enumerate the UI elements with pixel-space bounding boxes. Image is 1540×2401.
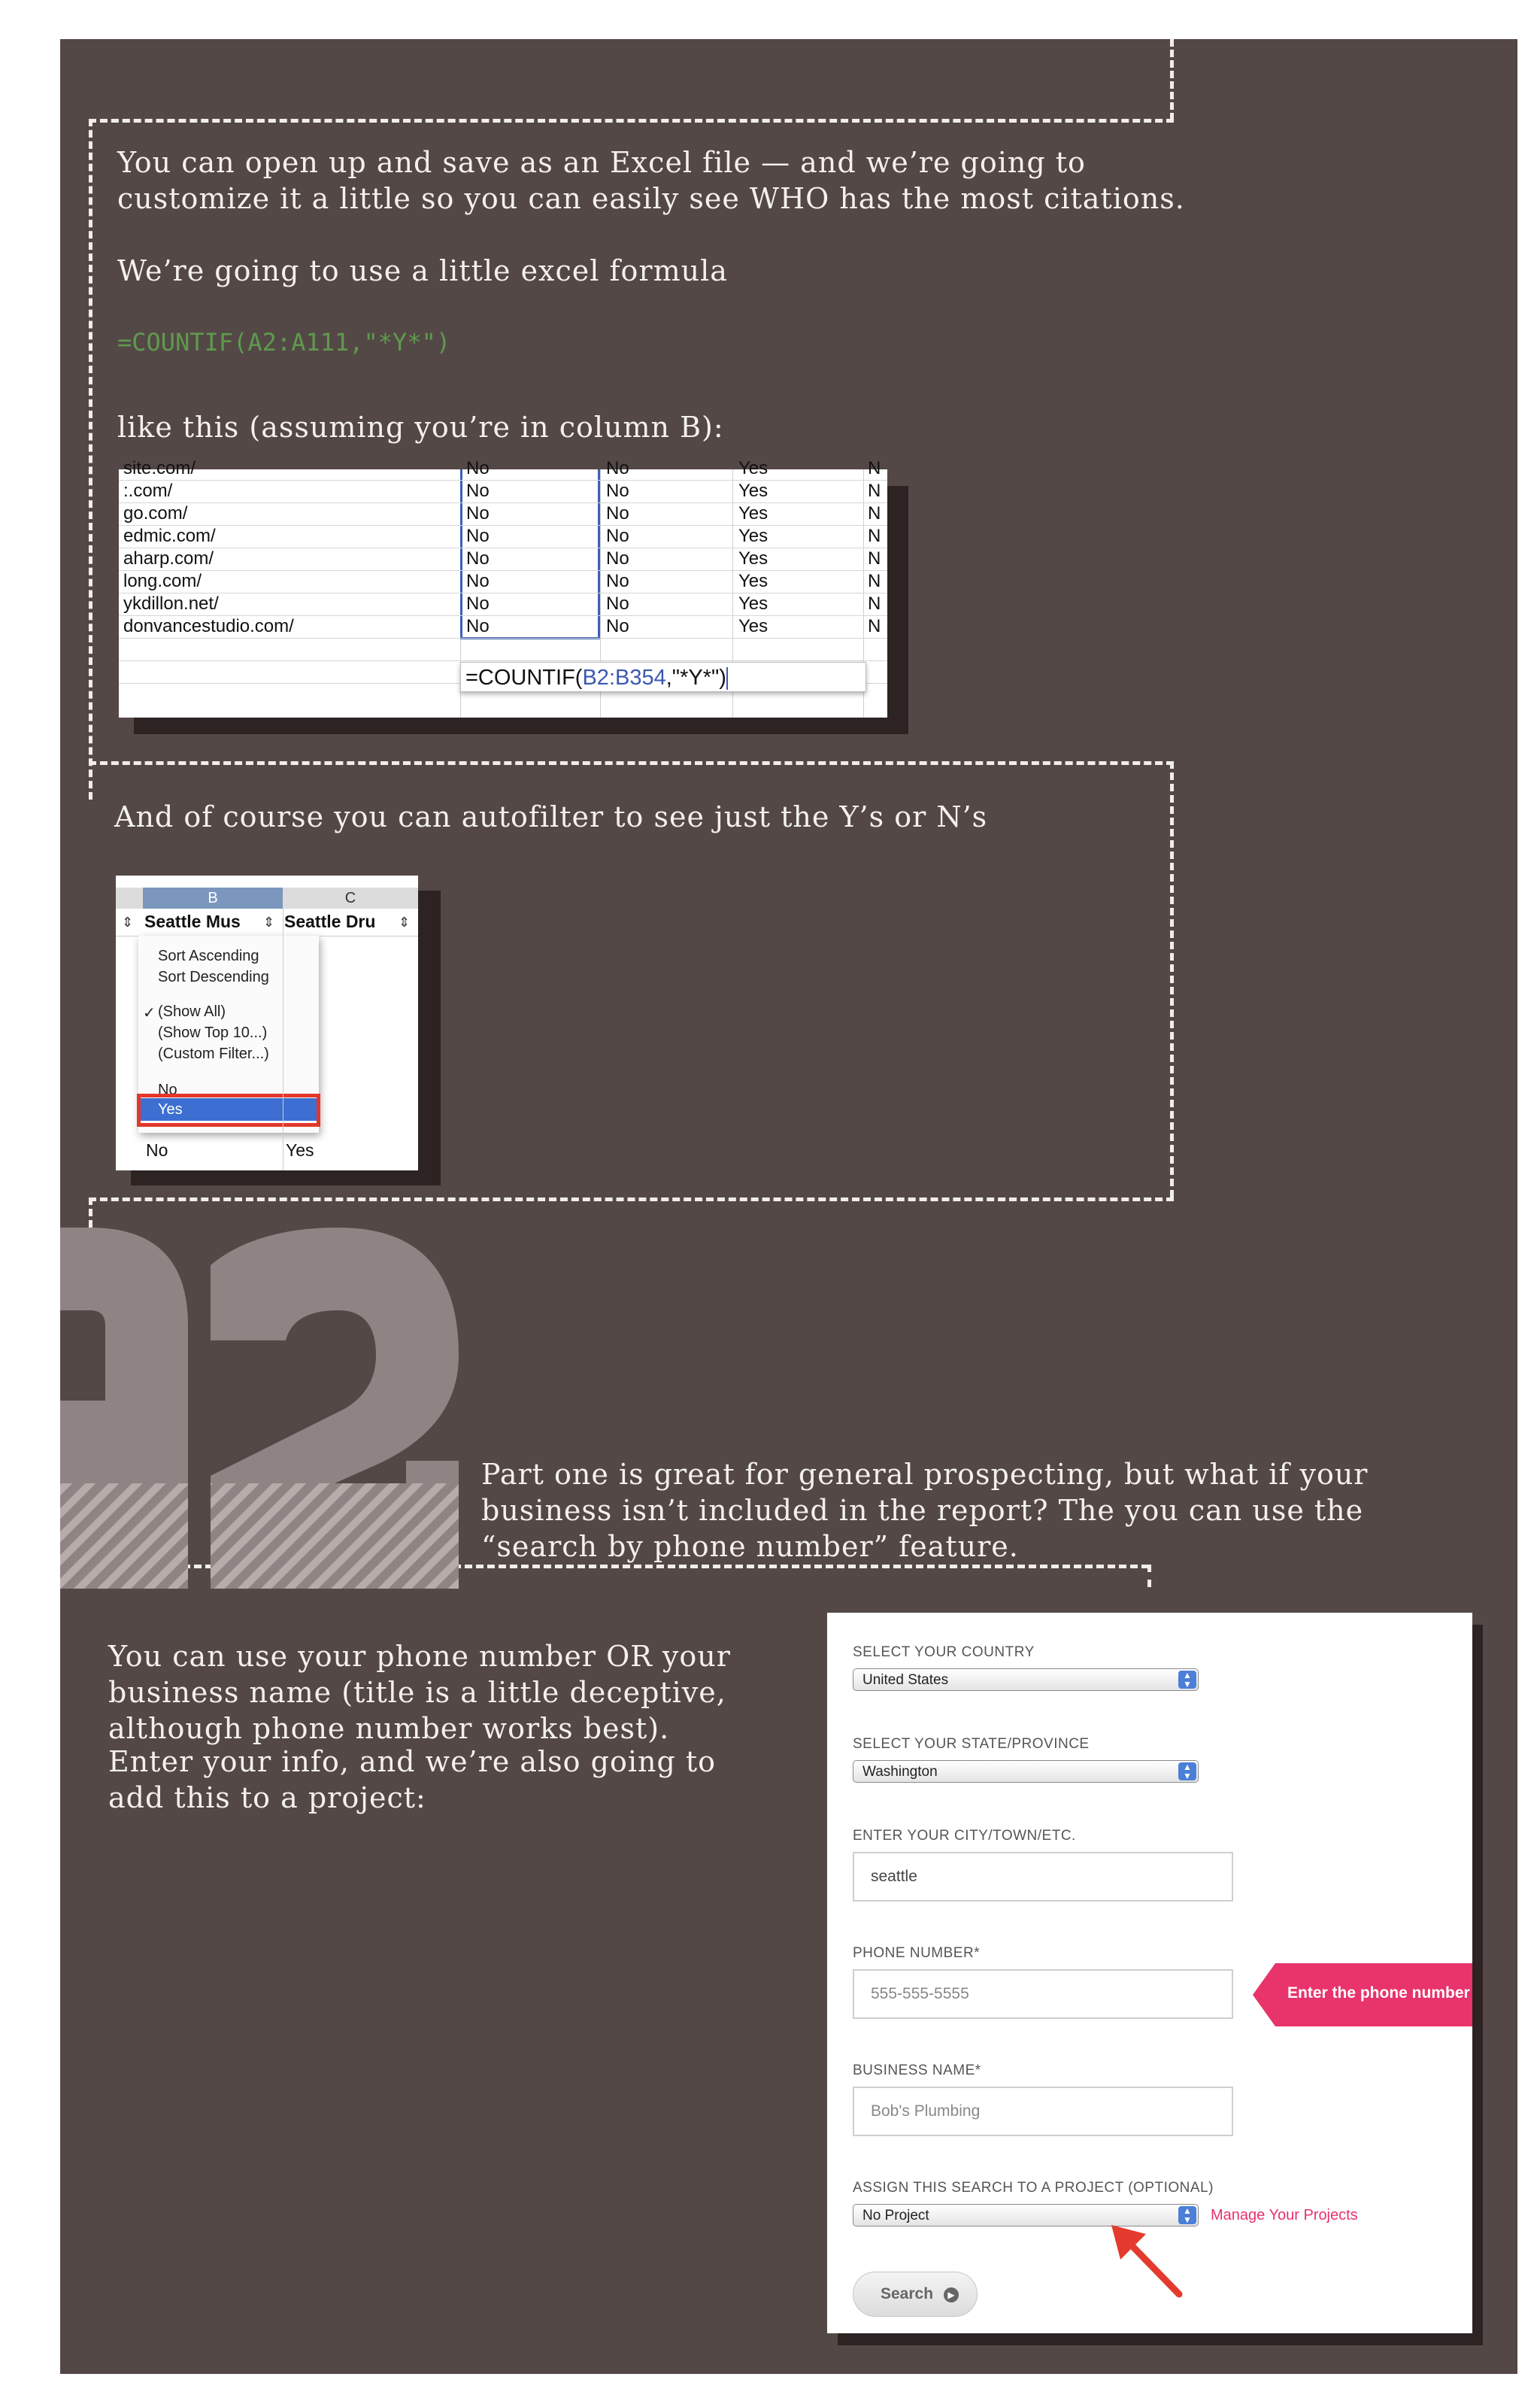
project-value: No Project <box>862 2208 929 2223</box>
formula-cell <box>460 662 866 692</box>
table-cell: N <box>868 481 881 501</box>
table-row <box>119 480 887 503</box>
table-cell: Yes <box>738 526 768 546</box>
menu-show-top-10[interactable]: (Show Top 10...) <box>158 1024 268 1041</box>
dashed-divider <box>89 119 1174 123</box>
table-cell: aharp.com/ <box>123 548 214 569</box>
table-cell: No <box>466 503 490 524</box>
table-row <box>119 502 887 526</box>
table-cell: Yes <box>738 616 768 636</box>
city-input[interactable]: seattle <box>853 1852 1233 1902</box>
table-row <box>119 457 887 481</box>
table-cell: No <box>606 593 629 614</box>
country-label: SELECT YOUR COUNTRY <box>853 1644 1035 1660</box>
formula-intro: We’re going to use a little excel formula <box>117 254 728 287</box>
selection-highlight-box <box>137 1094 320 1127</box>
search-button-label: Search <box>881 2285 934 2302</box>
arrow-right-icon: ▶ <box>944 2287 959 2302</box>
table-row <box>119 615 887 639</box>
table-cell: No <box>606 548 629 569</box>
table-cell: N <box>868 593 881 614</box>
checkmark-icon: ✓ <box>143 1005 156 1021</box>
table-cell: No <box>466 526 490 546</box>
dashed-divider <box>1147 1565 1151 1587</box>
section-number-graphic <box>60 1228 466 1619</box>
table-cell: N <box>868 571 881 591</box>
table-cell: N <box>868 548 881 569</box>
dashed-divider <box>1170 39 1174 120</box>
table-cell: No <box>606 458 629 478</box>
table-cell: No <box>606 481 629 501</box>
state-label: SELECT YOUR STATE/PROVINCE <box>853 1736 1090 1752</box>
dashed-divider <box>1170 761 1174 1197</box>
table-cell: site.com/ <box>123 458 196 478</box>
menu-sort-ascending[interactable]: Sort Ascending <box>158 948 259 964</box>
state-select[interactable] <box>853 1760 1199 1783</box>
business-label: BUSINESS NAME* <box>853 2063 981 2078</box>
text-cursor <box>726 667 728 690</box>
table-cell: No <box>466 548 490 569</box>
city-label: ENTER YOUR CITY/TOWN/ETC. <box>853 1828 1076 1844</box>
table-row <box>119 548 887 571</box>
formula-range: B2:B354 <box>582 666 666 690</box>
table-row <box>119 525 887 548</box>
formula-prefix: =COUNTIF( <box>465 666 583 690</box>
header-seattle-music: Seattle Mus <box>144 912 241 931</box>
search-form-screenshot <box>827 1613 1472 2333</box>
dashed-divider <box>89 1197 1174 1201</box>
filter-dropdown-icon[interactable]: ⇕ <box>399 915 411 930</box>
autofilter-screenshot <box>116 876 418 1170</box>
table-cell: No <box>466 458 490 478</box>
country-select[interactable] <box>853 1668 1199 1691</box>
spreadsheet-screenshot <box>119 458 887 718</box>
table-cell: No <box>466 593 490 614</box>
red-arrow-icon <box>1105 2220 1188 2303</box>
table-cell: Yes <box>738 548 768 569</box>
state-value: Washington <box>862 1764 938 1780</box>
table-cell: Yes <box>738 458 768 478</box>
table-cell: Yes <box>738 503 768 524</box>
table-cell: Yes <box>738 571 768 591</box>
filter-dropdown-icon[interactable]: ⇕ <box>263 915 275 930</box>
part2-intro: Part one is great for general prospecting, but what if your business isn’t included in the report? The you can use the “search by phone number” feature. <box>481 1458 1369 1563</box>
select-arrows-icon: ▲ ▼ <box>1178 1762 1196 1780</box>
table-cell: No <box>606 571 629 591</box>
menu-yes-highlight[interactable]: Yes <box>138 1098 319 1121</box>
formula-code: =COUNTIF(A2:A111,"*Y*") <box>117 328 451 357</box>
phone-label: PHONE NUMBER* <box>853 1945 981 1961</box>
table-cell: Yes <box>738 593 768 614</box>
table-cell: long.com/ <box>123 571 202 591</box>
table-cell: Yes <box>738 481 768 501</box>
menu-custom-filter[interactable]: (Custom Filter...) <box>158 1046 269 1062</box>
table-cell: N <box>868 526 881 546</box>
table-cell: No <box>466 616 490 636</box>
formula-suffix: ,"*Y*") <box>665 666 726 690</box>
filter-dropdown-icon[interactable]: ⇕ <box>122 915 134 930</box>
select-arrows-icon: ▲ ▼ <box>1178 2206 1196 2224</box>
table-cell: edmic.com/ <box>123 526 216 546</box>
table-cell: N <box>868 458 881 478</box>
table-cell: No <box>466 481 490 501</box>
business-input[interactable]: Bob's Plumbing <box>853 2087 1233 2136</box>
example-intro: like this (assuming you’re in column B): <box>117 411 724 444</box>
country-value: United States <box>862 1672 949 1688</box>
table-cell: No <box>606 526 629 546</box>
table-cell: N <box>868 503 881 524</box>
cell-yes: Yes <box>286 1140 314 1160</box>
table-row <box>119 593 887 616</box>
column-letter-b[interactable]: B <box>143 888 283 909</box>
cell-no: No <box>146 1140 168 1160</box>
dashed-divider <box>89 119 92 800</box>
manage-projects-link[interactable]: Manage Your Projects <box>1211 2207 1358 2223</box>
table-row <box>119 570 887 593</box>
autofilter-paragraph: And of course you can autofilter to see just the Y’s or N’s <box>114 800 988 833</box>
table-cell: :.com/ <box>123 481 173 501</box>
project-label: ASSIGN THIS SEARCH TO A PROJECT (OPTIONAL) <box>853 2180 1214 2196</box>
table-cell: donvancestudio.com/ <box>123 616 294 636</box>
project-paragraph: Enter your info, and we’re also going to add this to a project: <box>108 1745 717 1814</box>
search-button[interactable] <box>853 2272 978 2317</box>
table-cell: No <box>606 616 629 636</box>
table-cell: No <box>606 503 629 524</box>
dashed-divider <box>89 761 1174 765</box>
select-arrows-icon: ▲ ▼ <box>1178 1671 1196 1689</box>
table-row <box>119 638 887 661</box>
table-cell: No <box>466 571 490 591</box>
intro-paragraph: You can open up and save as an Excel file — and we’re going to customize it a little so you can easily see WHO has the most citations. <box>117 146 1185 215</box>
phone-callout <box>1253 1963 1472 2026</box>
menu-show-all[interactable]: (Show All) <box>158 1003 226 1020</box>
table-cell: go.com/ <box>123 503 188 524</box>
table-cell: N <box>868 616 881 636</box>
phone-paragraph: You can use your phone number OR your business name (title is a little deceptive, although phone number works best). <box>108 1640 731 1745</box>
dashed-divider <box>89 1197 92 1228</box>
header-seattle-drug: Seattle Dru <box>284 912 376 931</box>
document-page <box>60 39 1517 2374</box>
menu-sort-descending[interactable]: Sort Descending <box>158 969 269 985</box>
phone-callout-text: Enter the phone number <box>1287 1984 1470 2002</box>
column-letter-c[interactable]: C <box>344 890 356 906</box>
table-cell: ykdillon.net/ <box>123 593 219 614</box>
menu-no[interactable]: No <box>158 1082 177 1098</box>
phone-input[interactable]: 555-555-5555 <box>853 1969 1233 2019</box>
